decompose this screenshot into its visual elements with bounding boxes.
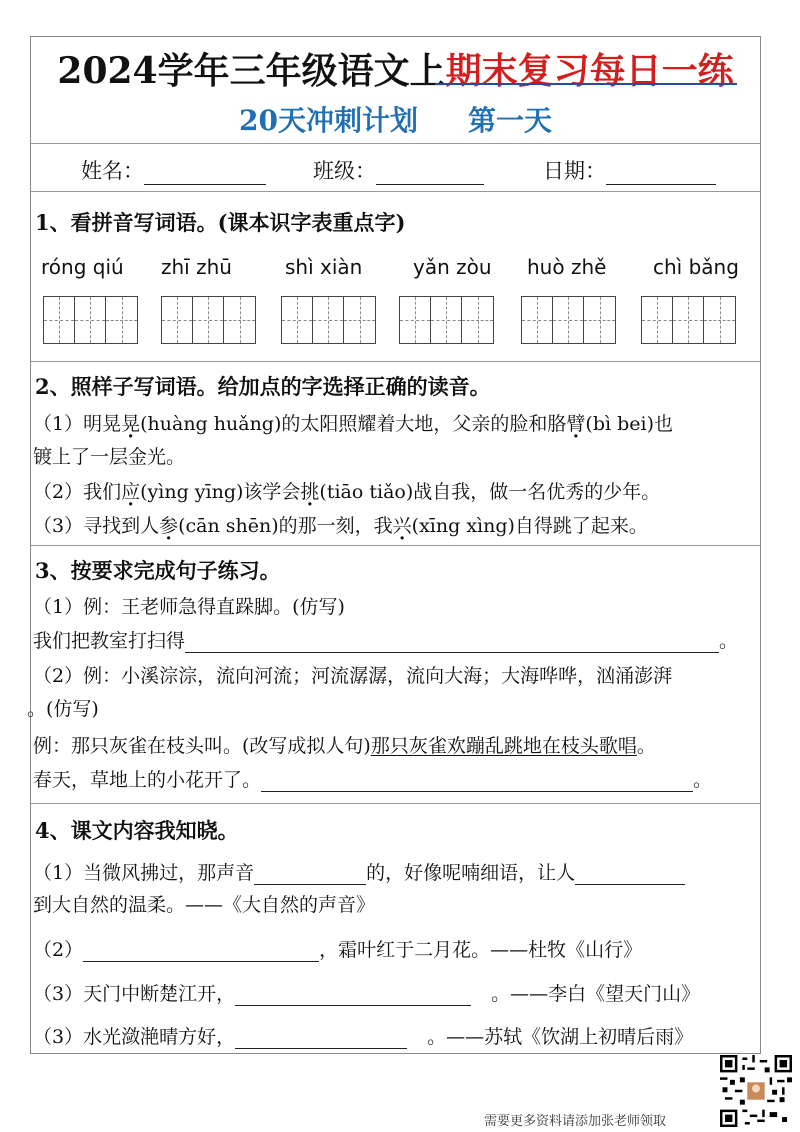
answer-blank[interactable] [254,864,366,885]
divider [31,191,760,192]
pinyin-1: róng qiú [41,255,124,279]
q4-item4: （3）水光潋滟晴方好， 。——苏轼《饮湖上初晴后雨》 [33,1026,694,1048]
class-blank[interactable] [376,164,484,185]
subtitle-plan: 20天冲刺计划 [239,104,418,137]
answer-blank[interactable] [83,941,319,962]
pinyin-2: zhī zhū [161,255,232,279]
title-underline [435,83,737,85]
q3-item2-example2: 例：那只灰雀在枝头叫。(改写成拟人句)那只灰雀欢蹦乱跳地在枝头歌唱。 [33,735,656,757]
pinyin-4: yǎn zòu [413,255,492,279]
footer-note: 需要更多资料请添加张老师领取 [484,1114,667,1129]
q3-item2-answer: 春天，草地上的小花开了。 。 [33,769,713,791]
answer-blank[interactable] [575,864,685,885]
q4-item3: （3）天门中断楚江开， 。——李白《望天门山》 [33,983,701,1005]
title-black: 2024学年三年级语文上 [57,50,446,92]
q2-item1: （1）明晃晃(huàng huǎng)的太阳照耀着大地，父亲的脸和胳臂(bì bei)也 [33,413,673,435]
date-field[interactable] [543,155,716,185]
pinyin-5: huò zhě [527,255,607,279]
q2-item1-line2: 镀上了一层金光。 [33,446,186,468]
q3-item2-example: （2）例：小溪淙淙，流向河流；河流潺潺，流向大海；大海哗哗，汹涌澎湃 [33,665,673,687]
name-label: 姓名： [81,159,144,183]
page-title [31,43,760,94]
divider [31,143,760,144]
answer-blank[interactable] [235,1028,407,1049]
answer-blank[interactable] [261,771,693,792]
name-blank[interactable] [144,164,266,185]
q4-item1-line2: 到大自然的温柔。——《大自然的声音》 [33,894,376,916]
writing-grid[interactable] [161,296,256,344]
writing-grid[interactable] [521,296,616,344]
q2-heading: 2、照样子写词语。给加点的字选择正确的读音。 [35,374,491,399]
date-label: 日期： [543,159,606,183]
divider [31,803,760,804]
worksheet [27,36,761,1054]
pinyin-6: chì bǎng [653,255,739,279]
answer-blank[interactable] [235,985,471,1006]
writing-grid[interactable] [399,296,494,344]
qr-code-icon [720,1055,792,1127]
writing-grid[interactable] [43,296,138,344]
class-field[interactable] [313,155,484,185]
writing-grid[interactable] [641,296,736,344]
q4-item2: （2） ，霜叶红于二月花。——杜牧《山行》 [33,939,643,961]
answer-blank[interactable] [185,632,719,653]
q2-item3: （3）寻找到人参(cān shēn)的那一刻，我兴(xīng xìng)自得跳了起来。 [33,515,648,537]
q3-heading: 3、按要求完成句子练习。 [35,558,281,583]
writing-grid[interactable] [281,296,376,344]
q2-item2: （2）我们应(yìng yīng)该学会挑(tiāo tiǎo)战自我，做一名优秀的少年。 [33,481,661,503]
q4-heading: 4、课文内容我知晓。 [35,818,239,843]
title-red: 期末复习每日一练 [445,50,734,92]
q1-heading: 1、看拼音写词语。(课本识字表重点字) [35,210,406,235]
q4-item1: （1）当微风拂过，那声音 的，好像呢喃细语，让人 [33,858,685,885]
class-label: 班级： [313,159,376,183]
q3-item2-example-cont: 。(仿写) [27,698,99,720]
q3-item1-example: （1）例：王老师急得直跺脚。(仿写) [33,596,345,618]
divider [31,545,760,546]
divider [31,361,760,362]
page-subtitle [31,99,760,139]
date-blank[interactable] [606,164,716,185]
subtitle-day: 第一天 [467,104,552,137]
example-answer: 那只灰雀欢蹦乱跳地在枝头歌唱 [370,735,637,757]
q3-item1-answer: 我们把教室打扫得 。 [33,630,739,652]
name-field[interactable] [81,155,266,185]
pinyin-3: shì xiàn [285,255,363,279]
